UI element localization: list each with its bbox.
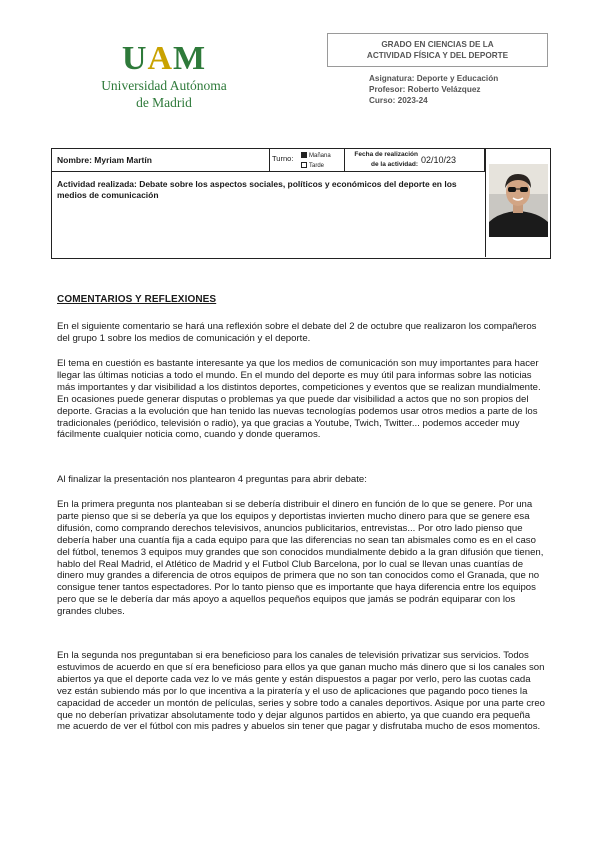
paragraph-questions-intro: Al finalizar la presentación nos plantearon 4 preguntas para abrir debate: — [57, 474, 367, 485]
student-info-table — [51, 148, 551, 259]
paragraph-question-1: En la primera pregunta nos planteaban si se debería distribuir el dinero en función de lo que se genere. Por una parte pienso que si se debería ya que los equipos y deportistas invierten mucho dinero para que se genere esa difusión, como comprando derechos televisivos, anuncios publicitarios, entrevistas... Por otro lado pienso que debería haber una cuantía fija a cada equipo para que las diferencias no sean tan abismales como es en el caso del fútbol, tenemos 3 equipos muy grandes que son conocidos mundialmente debido a la gran difusión que tienen, hablo del Real Madrid, el Atlético de Madrid y el Futbol Club Barcelona, por lo cual se llevan unas cuantías de dinero muy grandes a diferencia de otros equipos de primera que no son tan conocidos como el Granada, que no consigue tener tantos espectadores. Por lo tanto pienso que es importante que haya diferencia entre los equipos pero que se le debería dar más apoyo a aquellos pequeños equipos que jamás se podrán equiparar con los grandes clubes. — [57, 499, 544, 618]
student-name: Nombre: Myriam Martín — [52, 149, 270, 171]
logo-letter-u: U — [121, 40, 148, 77]
paragraph-question-2: En la segunda nos preguntaban si era beneficioso para los canales de televisión privatizar sus servicios. Todos estuvimos de acuerdo en que sí era beneficioso para ellos ya que ganan mucho más dinero que si los canales son abiertos ya que el deporte cada vez lo ve más gente y están dispuestos a pagar por verlo, pero las cuotas cada vez están subiendo más por lo que incentiva a la piratería y el uso de aplicaciones que pagando poco tienes la capacidad de acceder un montón de películas, series y sobre todo a canales deportivos. Asique por una parte creo que no deberían privatizar absolutamente todo y dejar algunos partidos en abierto, ya que cuando era pequeña me acuerdo de ver el fútbol con mis padres y abuelos sin tener que pagar y disfrutaba mucho de esos momentos. — [57, 650, 545, 733]
paragraph-intro: En el siguiente comentario se hará una reflexión sobre el debate del 2 de octubre que realizaron los compañeros del grupo 1 sobre los medios de comunicación y el deporte. — [57, 321, 537, 344]
activity-date-label — [344, 150, 418, 170]
shift-morning-label: Mañana — [309, 153, 331, 159]
student-photo — [489, 164, 548, 237]
degree-title-line1: GRADO EN CIENCIAS DE LA — [381, 40, 494, 49]
course-year-label: Curso: 2023-24 — [369, 96, 428, 105]
shift-option-morning[interactable] — [301, 151, 331, 161]
shift-cell — [270, 149, 345, 171]
course-info — [369, 73, 498, 106]
unchecked-box-icon — [301, 162, 307, 168]
degree-title-line2: ACTIVIDAD FÍSICA Y DEL DEPORTE — [366, 51, 509, 60]
photo-cell — [485, 149, 550, 257]
subject-label: Asignatura: Deporte y Educación — [369, 74, 499, 83]
professor-label: Profesor: Roberto Velázquez — [369, 85, 481, 94]
info-header-row — [52, 149, 485, 172]
shift-option-afternoon[interactable] — [301, 161, 331, 171]
logo-letter-m: M — [173, 40, 207, 77]
shift-label: Turno: — [272, 154, 294, 163]
shift-options — [301, 151, 331, 171]
paragraph-topic: El tema en cuestión es bastante interesante ya que los medios de comunicación son muy importantes para hacer llegar las últimas noticias a todo el mundo. En el mundo del deporte es muy útil para informas sobre las noticias más importantes y dar visibilidad a los distintos deportes, competiciones y eventos que se realizan mundialmente. En ocasiones puede generar disputas o problemas ya que puede dar visibilidad a actos que no son propios del deporte. Gracias a la evolución que han tenido las nuevas tecnologías podemos usar otros medios a parte de los tradicionales (periódico, televisión o radio), ya que gracias a Youtube, Twich, Twitter... podemos acceder muy fácilmente cualquier noticia como, cuando y donde queramos. — [57, 358, 541, 441]
activity-description: Actividad realizada: Debate sobre los aspectos sociales, políticos y económicos del deporte en los medios de comunicación — [57, 179, 457, 200]
degree-title-box — [327, 33, 548, 67]
university-name-line1: Universidad Autónoma — [101, 78, 227, 93]
logo-letter-a: A — [147, 40, 174, 77]
uam-logo — [96, 42, 232, 110]
activity-date-label-line1: Fecha de realización — [354, 151, 418, 158]
university-name-line2: de Madrid — [136, 95, 192, 110]
activity-date-label-line2: de la actividad: — [371, 161, 418, 168]
shift-afternoon-label: Tarde — [309, 163, 325, 169]
uam-logo-mark — [96, 42, 232, 76]
section-title: COMENTARIOS Y REFLEXIONES — [57, 294, 217, 305]
activity-date: 02/10/23 — [419, 149, 485, 171]
checked-box-icon — [301, 152, 307, 158]
